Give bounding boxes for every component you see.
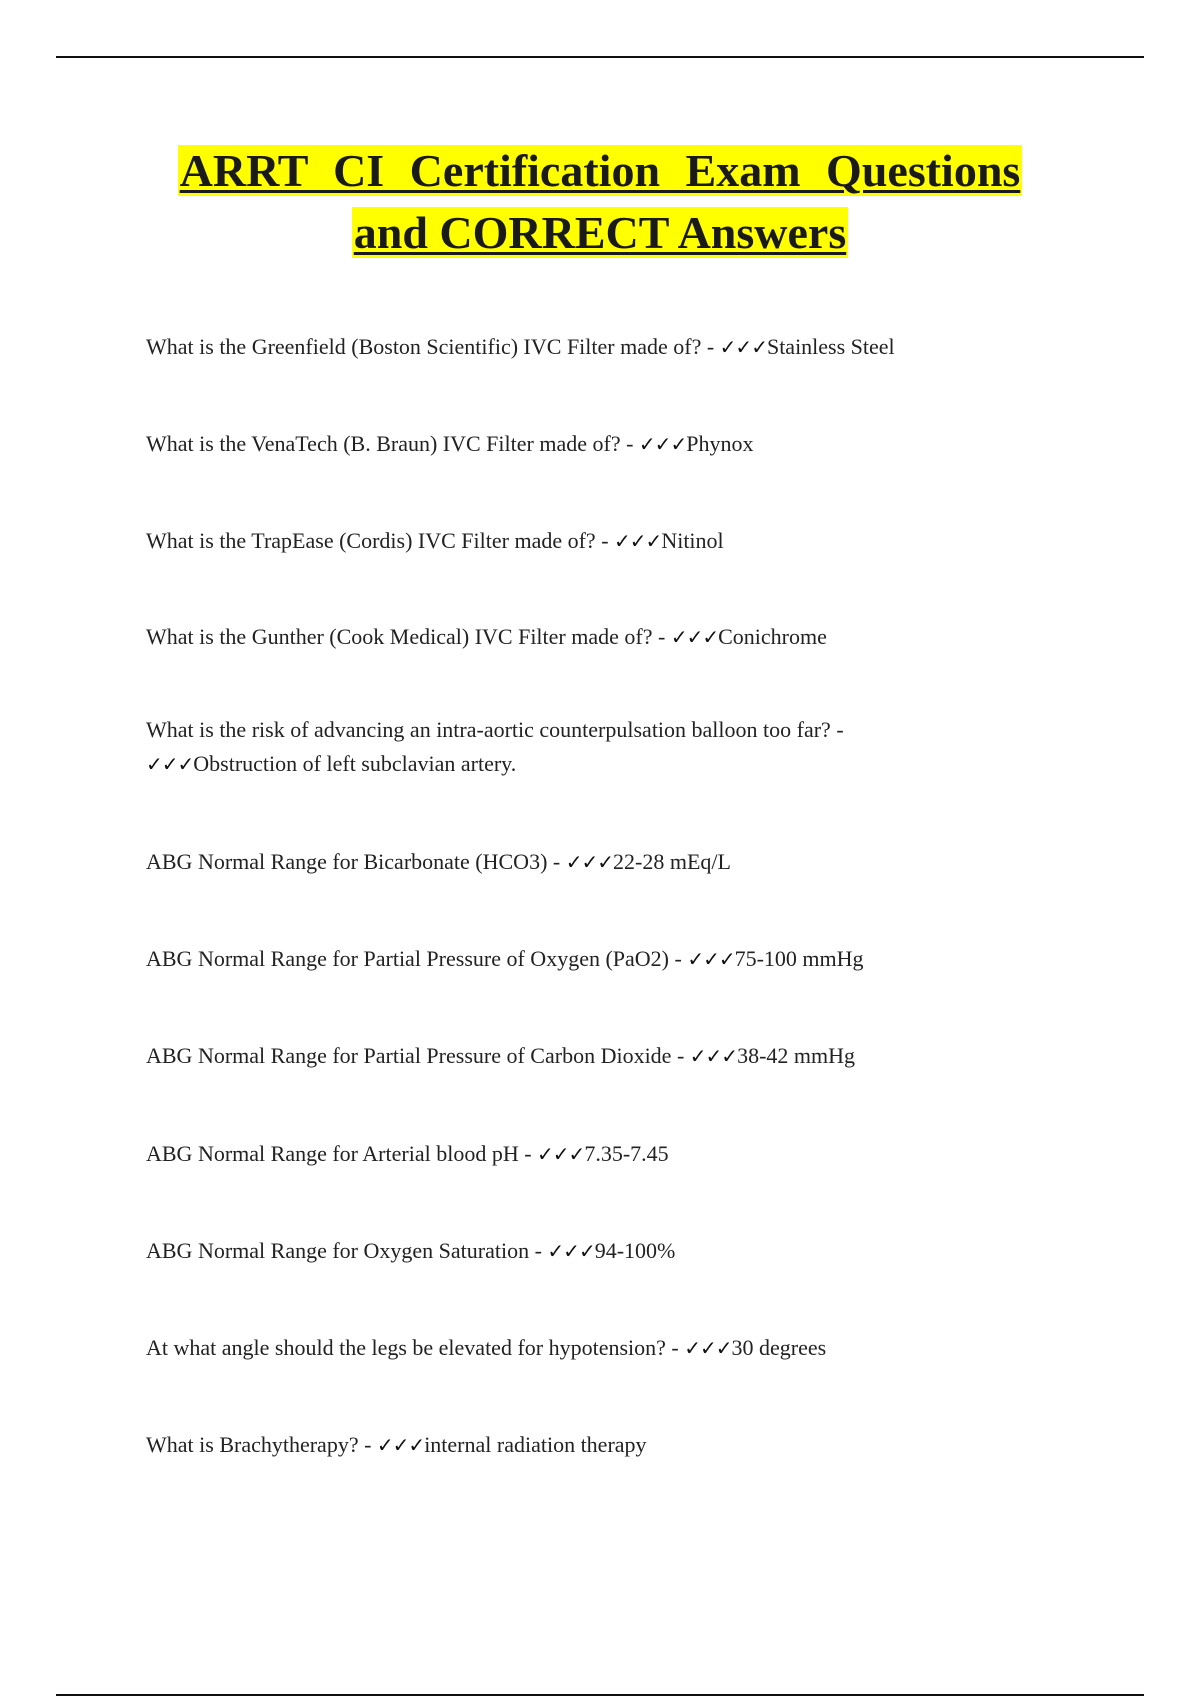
question-text: ABG Normal Range for Bicarbonate (HCO3) xyxy=(146,849,548,874)
checkmark-icon: ✓✓✓ xyxy=(565,850,614,874)
question-text: What is the TrapEase (Cordis) IVC Filter made of? xyxy=(146,528,596,553)
qa-item xyxy=(146,713,1096,781)
question-text: What is the Gunther (Cook Medical) IVC Filter made of? xyxy=(146,624,653,649)
checkmark-icon: ✓✓✓ xyxy=(670,625,719,649)
qa-item xyxy=(146,330,1096,364)
qa-item xyxy=(146,620,1096,654)
question-text: What is Brachytherapy? xyxy=(146,1432,359,1457)
qa-item xyxy=(146,1234,1096,1268)
qa-item xyxy=(146,1428,1096,1462)
qa-item xyxy=(146,524,1096,558)
separator: - xyxy=(547,849,566,874)
question-text: ABG Normal Range for Arterial blood pH xyxy=(146,1141,519,1166)
checkmark-icon: ✓✓✓ xyxy=(537,1142,585,1166)
qa-item xyxy=(146,1331,1096,1365)
separator: - xyxy=(830,717,850,742)
checkmark-icon: ✓✓✓ xyxy=(687,947,735,971)
checkmark-icon: ✓✓✓ xyxy=(719,335,767,359)
question-text: ABG Normal Range for Oxygen Saturation xyxy=(146,1238,530,1263)
answer-text: Phynox xyxy=(686,431,754,456)
qa-item xyxy=(146,427,1096,461)
checkmark-icon: ✓✓✓ xyxy=(376,1433,425,1457)
separator: - xyxy=(669,946,688,971)
checkmark-icon: ✓✓✓ xyxy=(547,1239,595,1263)
checkmark-icon: ✓✓✓ xyxy=(689,1044,738,1068)
qa-item xyxy=(146,1137,1096,1171)
top-rule xyxy=(56,56,1144,58)
separator: - xyxy=(652,624,671,649)
qa-item xyxy=(146,1039,1096,1073)
answer-text: 75-100 mmHg xyxy=(734,946,864,971)
document-title xyxy=(0,140,1200,264)
separator: - xyxy=(529,1238,548,1263)
separator: - xyxy=(595,528,615,553)
checkmark-icon: ✓✓✓ xyxy=(638,432,687,456)
separator: - xyxy=(665,1335,685,1360)
separator: - xyxy=(671,1043,690,1068)
question-text: ABG Normal Range for Partial Pressure of Carbon Dioxide xyxy=(146,1043,672,1068)
separator: - xyxy=(518,1141,538,1166)
answer-text: internal radiation therapy xyxy=(424,1432,647,1457)
separator: - xyxy=(620,431,639,456)
title-line-2: and CORRECT Answers xyxy=(353,207,847,258)
answer-text: 38-42 mmHg xyxy=(737,1043,856,1068)
question-text: At what angle should the legs be elevated for hypotension? xyxy=(146,1335,666,1360)
title-line-1: ARRT CI Certification Exam Questions xyxy=(179,145,1021,196)
checkmark-icon: ✓✓✓ xyxy=(614,529,662,553)
bottom-rule xyxy=(56,1694,1144,1696)
answer-text: Conichrome xyxy=(718,624,827,649)
question-text: What is the risk of advancing an intra-aortic counterpulsation balloon too far? xyxy=(146,717,831,742)
separator: - xyxy=(701,334,720,359)
checkmark-icon: ✓✓✓ xyxy=(684,1336,732,1360)
question-text: What is the Greenfield (Boston Scientific) IVC Filter made of? xyxy=(146,334,702,359)
checkmark-icon: ✓✓✓ xyxy=(146,752,194,776)
question-text: ABG Normal Range for Partial Pressure of Oxygen (PaO2) xyxy=(146,946,669,971)
answer-text: 7.35-7.45 xyxy=(584,1141,669,1166)
answer-text: 30 degrees xyxy=(731,1335,827,1360)
answer-text: 94-100% xyxy=(594,1238,676,1263)
qa-item xyxy=(146,942,1096,976)
answer-text: Nitinol xyxy=(661,528,724,553)
answer-text: Stainless Steel xyxy=(766,334,895,359)
separator: - xyxy=(358,1432,377,1457)
answer-text: Obstruction of left subclavian artery. xyxy=(193,751,517,776)
question-text: What is the VenaTech (B. Braun) IVC Filter made of? xyxy=(146,431,621,456)
qa-item xyxy=(146,845,1096,879)
answer-text: 22-28 mEq/L xyxy=(613,849,731,874)
